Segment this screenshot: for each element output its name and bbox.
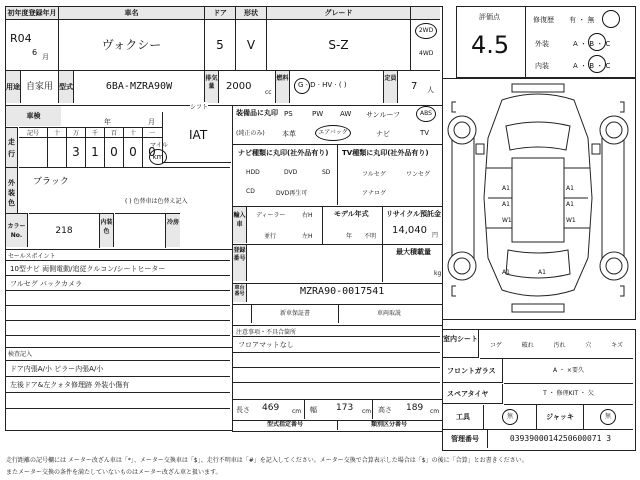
mileage-unit-mile: マイル xyxy=(150,142,168,149)
sellpoint-line xyxy=(6,305,230,306)
mileage-digit: 0 xyxy=(124,138,143,167)
navi-dvd: DVD xyxy=(284,169,298,176)
color-cell xyxy=(19,167,230,214)
repair-options: 有 ・ 無 xyxy=(569,16,595,24)
notes-line xyxy=(233,382,440,383)
tv-fullseg: フルセグ xyxy=(362,171,386,178)
tv-analog: アナログ xyxy=(362,190,387,197)
digit-label: 記号 xyxy=(19,128,48,138)
capacity-label: 定員 xyxy=(384,71,398,103)
usage-value: 自家用 xyxy=(21,71,59,103)
category-label: 類別区分番号 xyxy=(370,421,407,428)
equip-aw: AW xyxy=(340,110,352,118)
inspector-line xyxy=(6,392,230,393)
docs-blank xyxy=(233,305,252,323)
reg-month-value: 6 xyxy=(32,48,38,57)
spare-label: スペアタイヤ xyxy=(443,384,503,404)
car-name-value: ヴォクシー xyxy=(59,20,205,71)
shift-cell xyxy=(162,112,231,163)
equipment-title: 装備品に丸印 xyxy=(236,109,278,117)
length-label: 長さ xyxy=(236,406,250,414)
navi-cd: CD xyxy=(246,188,255,195)
model-label: 型式 xyxy=(59,71,74,103)
score-value: 4.5 xyxy=(471,31,510,59)
notes-line xyxy=(233,367,440,368)
mileage-digit: 0 xyxy=(148,145,156,159)
tv-oneseg: ワンセグ xyxy=(406,171,431,178)
import-dealer: ディーラー xyxy=(256,212,286,219)
recycle-value: 14,040 xyxy=(392,225,427,236)
damage-label-a1: A1 xyxy=(566,201,574,208)
car-name-label: 車名 xyxy=(59,7,205,20)
digit-label: 十 xyxy=(124,128,143,138)
max-load-kg: kg xyxy=(434,270,442,277)
reg-year-value: R04 xyxy=(10,32,32,45)
notes-line xyxy=(233,352,440,353)
color-value: ブラック xyxy=(33,177,69,187)
car-diagram xyxy=(442,78,634,318)
damage-label-a1: A1 xyxy=(566,185,574,192)
inspector-line-2: 左後ドア&左クォタ修理跡 外装小傷有 xyxy=(10,381,130,389)
inspector-line xyxy=(6,408,230,409)
color-label: 外装色 xyxy=(6,167,18,213)
drive-4wd: 4WD xyxy=(419,50,434,57)
cc-unit: cc xyxy=(265,89,272,96)
drive-cell xyxy=(411,20,440,71)
tools-label: 工具 xyxy=(443,405,484,430)
exterior-circle-b xyxy=(588,33,606,51)
tools-cell xyxy=(484,405,537,430)
digit-label: 一 xyxy=(148,130,155,137)
equip-sunroof: サンルーフ xyxy=(366,111,401,119)
windshield-label: フロントガラス xyxy=(443,359,503,383)
color-code-value: 218 xyxy=(29,213,100,248)
import-right-h: 右H xyxy=(302,212,313,219)
damage-label-w1: W1 xyxy=(502,217,512,224)
equip-navi: ナビ xyxy=(376,130,390,138)
seat-option: キズ xyxy=(611,341,624,349)
damage-label-w1: W1 xyxy=(566,217,576,224)
width-value: 173 xyxy=(336,403,354,413)
model-year-unknown: 不明 xyxy=(364,233,377,240)
reg-number-label: 登録番号 xyxy=(233,245,247,281)
equip-leather: 本革 xyxy=(282,130,296,138)
windshield-options: A ・ ×要久 xyxy=(504,359,633,384)
equipment-subtitle: (純正のみ) xyxy=(236,130,265,137)
jack-value: 無 xyxy=(600,409,616,425)
navi-dvd-play: DVD再生可 xyxy=(276,190,308,197)
mileage-digit: 0 xyxy=(105,138,124,167)
width-unit: cm xyxy=(362,408,372,415)
designation-label: 型式指定番号 xyxy=(233,420,338,430)
color-code-label: カラーNo. xyxy=(6,213,28,247)
length-value: 469 xyxy=(262,403,280,413)
equip-ps: PS xyxy=(284,110,293,118)
seat-option: 汚れ xyxy=(553,341,566,349)
interior-color-value xyxy=(115,213,166,248)
fuel-value: G · D · HV · ( ) xyxy=(298,81,347,89)
inspect-month: 月 xyxy=(148,118,155,126)
chassis-value: MZRA90-0017541 xyxy=(300,286,385,297)
navi-sd: SD xyxy=(322,169,331,176)
fuel-label: 燃料 xyxy=(276,71,290,103)
tools-value: 無 xyxy=(502,409,518,425)
jack-label: ジャッキ xyxy=(537,405,584,430)
door-label: ドア xyxy=(205,7,236,20)
max-load-label: 最大積載量 xyxy=(396,248,431,256)
seat-options xyxy=(480,330,633,359)
interior-color-label: 内装色 xyxy=(100,213,114,247)
dim-divider xyxy=(372,399,373,419)
digit-label: 十 xyxy=(48,128,67,138)
color-note: ( ) 色替車は色替え記入 xyxy=(125,198,188,205)
inspector-line-1: ドア内張A/小 ピラー内張A/小 xyxy=(10,365,104,373)
import-divider xyxy=(322,206,323,244)
grade-value: S-Z xyxy=(267,20,411,71)
import-parallel: 並行 xyxy=(264,233,277,240)
exterior-label: 外装 xyxy=(535,40,549,48)
manage-label: 管理番号 xyxy=(443,430,488,448)
footer-note-2: またメーター交換の条件を満たしていないものはメーター改ざん車と扱います。 xyxy=(6,469,222,476)
recycle-yen: 円 xyxy=(432,232,439,239)
sellpoint-line-2: フルセグ バックカメラ xyxy=(10,280,82,288)
inspector-label: 検査記入 xyxy=(8,351,33,358)
damage-label-a1: A1 xyxy=(502,269,510,276)
equip-abs: ABS xyxy=(416,106,436,122)
mileage-row xyxy=(19,137,162,167)
tv-title: TV種類に丸印(社外品有り) xyxy=(342,149,429,157)
aircon-label: 冷房 xyxy=(166,213,180,247)
import-bottom-divider xyxy=(232,244,442,245)
shift-label: シフト xyxy=(190,104,209,111)
model-value: 6BA-MZRA90W xyxy=(74,71,205,103)
sellpoint-label: セールスポイント xyxy=(8,253,56,260)
sellpoint-line xyxy=(6,320,230,321)
month-unit: 月 xyxy=(42,53,49,61)
interior-seat-label: 室内シート xyxy=(443,330,479,358)
interior-circle-b xyxy=(588,55,606,73)
exterior-options: A ・ B ・ C xyxy=(573,40,611,48)
notes-line xyxy=(233,336,440,337)
rating-box xyxy=(456,6,636,78)
drive-2wd: 2WD xyxy=(415,23,437,39)
navi-title: ナビ種類に丸印(社外品有り) xyxy=(238,149,329,157)
manual: 車両取説 xyxy=(376,310,401,317)
manage-value: 0393900014250600071 3 xyxy=(509,434,612,443)
capacity-value: 7 xyxy=(411,81,418,92)
height-label: 高さ xyxy=(378,406,392,414)
inspector-line xyxy=(6,376,230,377)
shape-label: 形状 xyxy=(236,7,267,20)
damage-label-a1: A1 xyxy=(502,201,510,208)
capacity-unit: 人 xyxy=(427,86,434,94)
equip-airbag: エアバック xyxy=(315,125,351,141)
spare-options: T ・ 修理KIT ・ 欠 xyxy=(504,384,633,405)
seat-option: 破れ xyxy=(521,341,534,349)
width-label: 幅 xyxy=(310,406,317,414)
digit-label: 万 xyxy=(67,128,86,138)
fuel-cell xyxy=(291,71,384,103)
mileage-digit: 1 xyxy=(86,138,105,167)
shape-value: V xyxy=(236,20,267,71)
reg-year-label: 初年度登録年月 xyxy=(6,7,59,20)
interior-options: A ・ B ・ C xyxy=(573,62,611,70)
displacement-cell xyxy=(220,71,276,103)
sellpoint-line xyxy=(6,260,230,261)
drive-label-blank xyxy=(411,7,440,20)
model-year-year: 年 xyxy=(346,233,353,240)
length-unit: cm xyxy=(292,408,302,415)
door-value: 5 xyxy=(205,20,236,71)
mileage-digit xyxy=(48,138,67,167)
sellpoint-line xyxy=(6,290,230,291)
height-value: 189 xyxy=(406,403,424,413)
sellpoint-line-1: 10型ナビ 両側電動/追従クルコン/シートヒーター xyxy=(10,265,166,273)
reg-year-cell xyxy=(6,20,59,71)
equip-pw: PW xyxy=(312,110,324,118)
digit-label: 千 xyxy=(86,128,105,138)
import-label: 輸入車 xyxy=(233,207,247,243)
import-left-h: 左H xyxy=(302,233,313,240)
navi-tv-divider xyxy=(337,144,338,205)
sellpoint-line xyxy=(6,275,230,276)
inspect-label: 車検 xyxy=(6,106,61,126)
recycle-label: リサイクル預託金 xyxy=(386,210,442,218)
seat-option: 穴 xyxy=(585,341,592,349)
navi-hdd: HDD xyxy=(246,169,260,176)
grade-label: グレード xyxy=(267,7,411,20)
mileage-symbol xyxy=(19,138,48,167)
footer-note-1: 走行距離の記号欄には メーター改ざん車は「*」、メーター交換車は「$」、走行不明車は「#」を記入してください。メーター交換で合算表示した場合は「$」の後に「合算」とお書きください。 xyxy=(6,457,528,464)
inspector-line xyxy=(6,360,230,361)
damage-label-a1: A1 xyxy=(538,269,546,276)
sellpoint-line xyxy=(6,335,230,336)
damage-label-a1: A1 xyxy=(502,185,510,192)
rating-divider xyxy=(525,7,526,77)
height-unit: cm xyxy=(430,408,440,415)
shift-value: IAT xyxy=(189,128,208,142)
mileage-unit-km: km xyxy=(149,149,167,165)
displacement-label: 排気量 xyxy=(205,71,219,103)
mileage-digit: 3 xyxy=(67,138,86,167)
equip-tv: TV xyxy=(420,129,430,137)
chassis-label: 車台番号 xyxy=(233,284,247,302)
usage-label: 用途 xyxy=(6,71,21,103)
model-year-label: モデル年式 xyxy=(334,210,369,218)
seat-option: コゲ xyxy=(489,341,502,349)
score-label: 評価点 xyxy=(479,13,500,21)
digit-label: 百 xyxy=(105,128,124,138)
km-label: 走行 xyxy=(6,127,18,167)
inspect-year: 年 xyxy=(104,118,111,126)
jack-cell xyxy=(584,405,633,430)
notes-label: 注意事項・不具合箇所 xyxy=(236,329,297,336)
capacity-cell xyxy=(399,71,440,103)
repair-circle-none xyxy=(602,10,620,28)
new-car-warranty: 新車保証書 xyxy=(252,305,339,323)
displacement-value: 2000 xyxy=(226,81,252,92)
dim-divider xyxy=(304,399,305,419)
notes-value: フロアマットなし xyxy=(238,341,294,349)
repair-label: 修復歴 xyxy=(533,16,554,24)
interior-label: 内装 xyxy=(535,62,549,70)
